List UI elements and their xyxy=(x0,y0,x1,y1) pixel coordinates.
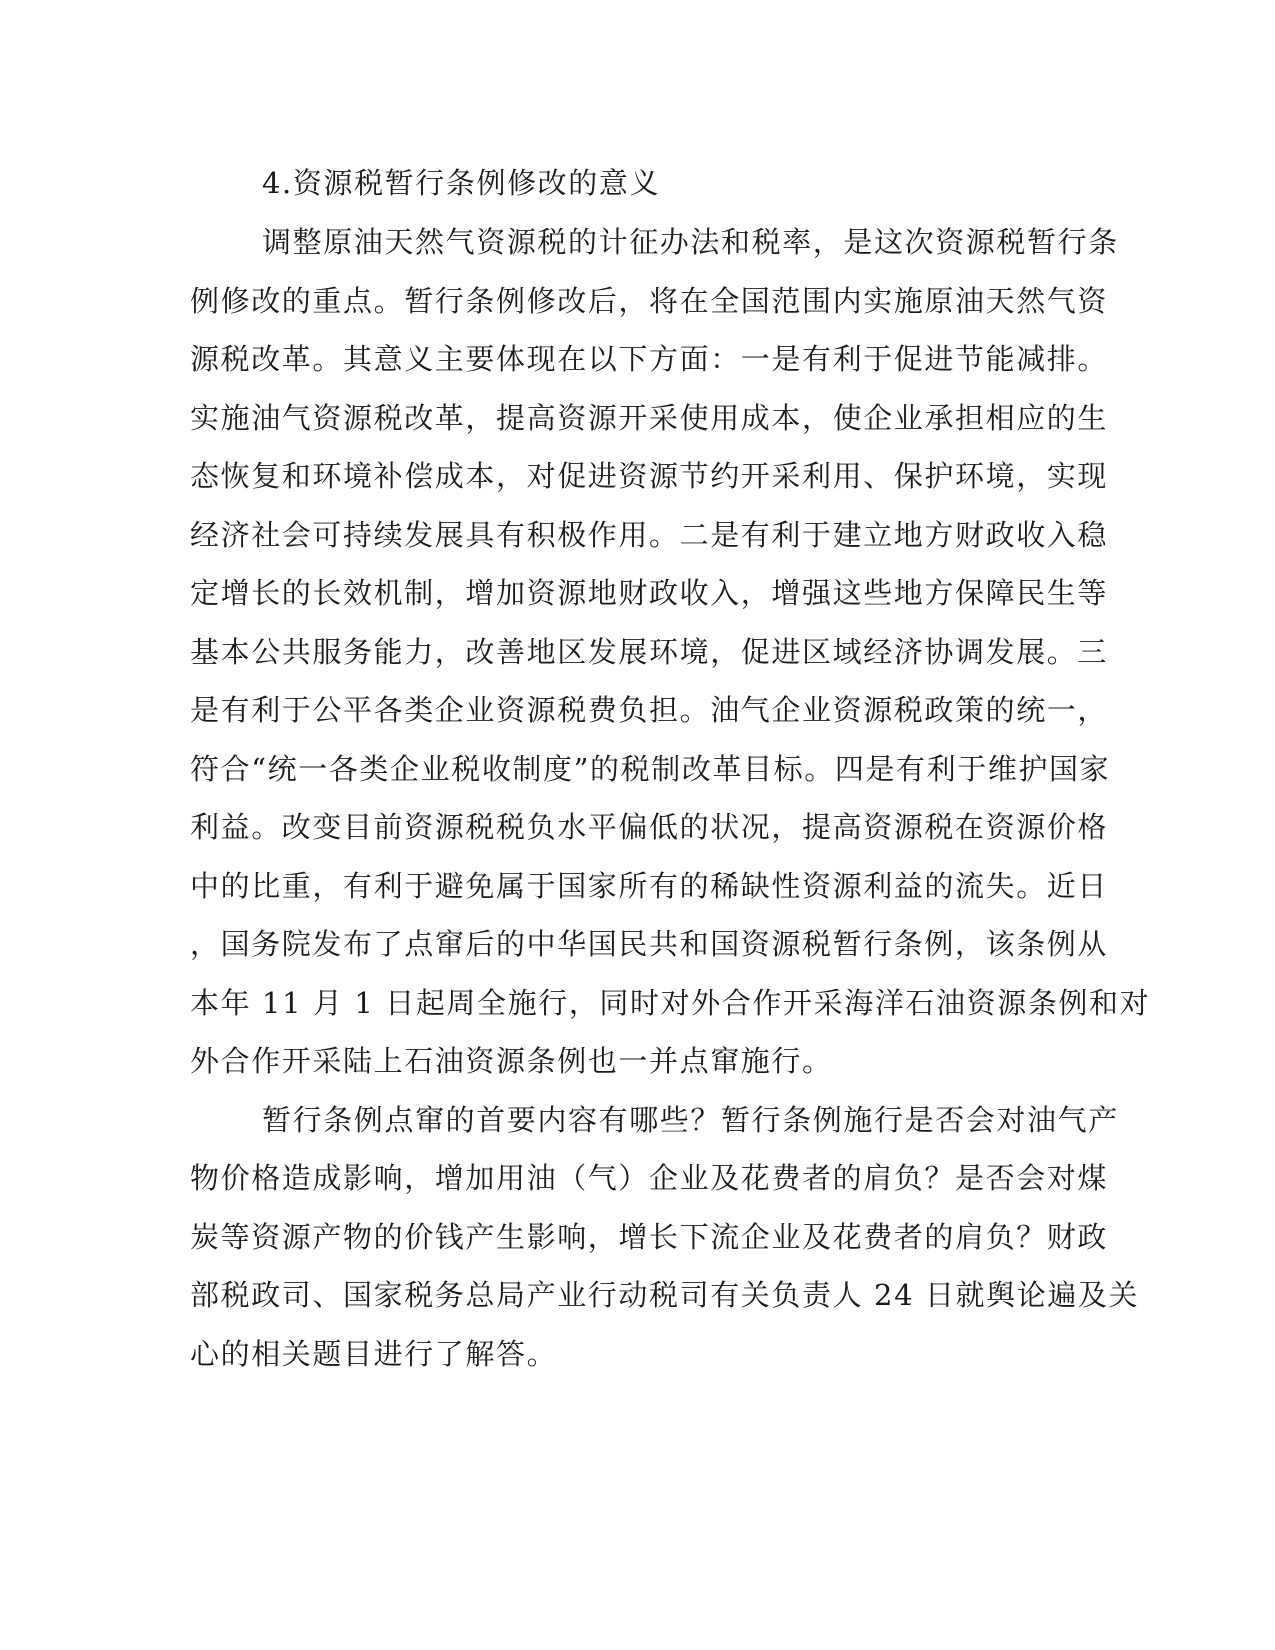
paragraph-line: 源税改革。其意义主要体现在以下方面：一是有利于促进节能减排。 xyxy=(190,342,1109,376)
paragraph-line: 暂行条例点窜的首要内容有哪些？暂行条例施行是否会对油气产 xyxy=(262,1103,1119,1137)
paragraph-line: 物价格造成影响，增加用油（气）企业及花费者的肩负？是否会对煤 xyxy=(190,1161,1109,1195)
paragraph-line: 心的相关题目进行了解答。 xyxy=(190,1337,558,1371)
paragraph-line: 符合“统一各类企业税收制度”的税制改革目标。四是有利于维护国家 xyxy=(190,752,1111,786)
paragraph-line: 例修改的重点。暂行条例修改后，将在全国范围内实施原油天然气资 xyxy=(190,284,1109,318)
paragraph-line: 基本公共服务能力，改善地区发展环境，促进区域经济协调发展。三 xyxy=(190,635,1109,669)
paragraph-line: 定增长的长效机制，增加资源地财政收入，增强这些地方保障民生等 xyxy=(190,576,1109,610)
paragraph-line: 部税政司、国家税务总局产业行动税司有关负责人 24 日就舆论遍及关 xyxy=(190,1278,1140,1312)
paragraph-line: 本年 11 月 1 日起周全施行，同时对外合作开采海洋石油资源条例和对 xyxy=(190,986,1151,1020)
paragraph-line: 中的比重，有利于避免属于国家所有的稀缺性资源利益的流失。近日 xyxy=(190,869,1109,903)
paragraph-line: 是有利于公平各类企业资源税费负担。油气企业资源税政策的统一， xyxy=(190,693,1109,727)
paragraph-line: 外合作开采陆上石油资源条例也一并点窜施行。 xyxy=(190,1044,833,1078)
paragraph-line: 炭等资源产物的价钱产生影响，增长下流企业及花费者的肩负？财政 xyxy=(190,1220,1109,1254)
section-heading: 4.资源税暂行条例修改的意义 xyxy=(262,166,661,200)
paragraph-line: 实施油气资源税改革，提高资源开采使用成本，使企业承担相应的生 xyxy=(190,401,1109,435)
paragraph-line: 利益。改变目前资源税税负水平偏低的状况，提高资源税在资源价格 xyxy=(190,810,1109,844)
paragraph-line: 态恢复和环境补偿成本，对促进资源节约开采利用、保护环境，实现 xyxy=(190,459,1109,493)
paragraph-line: 调整原油天然气资源税的计征办法和税率，是这次资源税暂行条 xyxy=(262,225,1119,259)
paragraph-line: 经济社会可持续发展具有积极作用。二是有利于建立地方财政收入稳 xyxy=(190,518,1109,552)
paragraph-line: ，国务院发布了点窜后的中华国民共和国资源税暂行条例，该条例从 xyxy=(190,927,1109,961)
